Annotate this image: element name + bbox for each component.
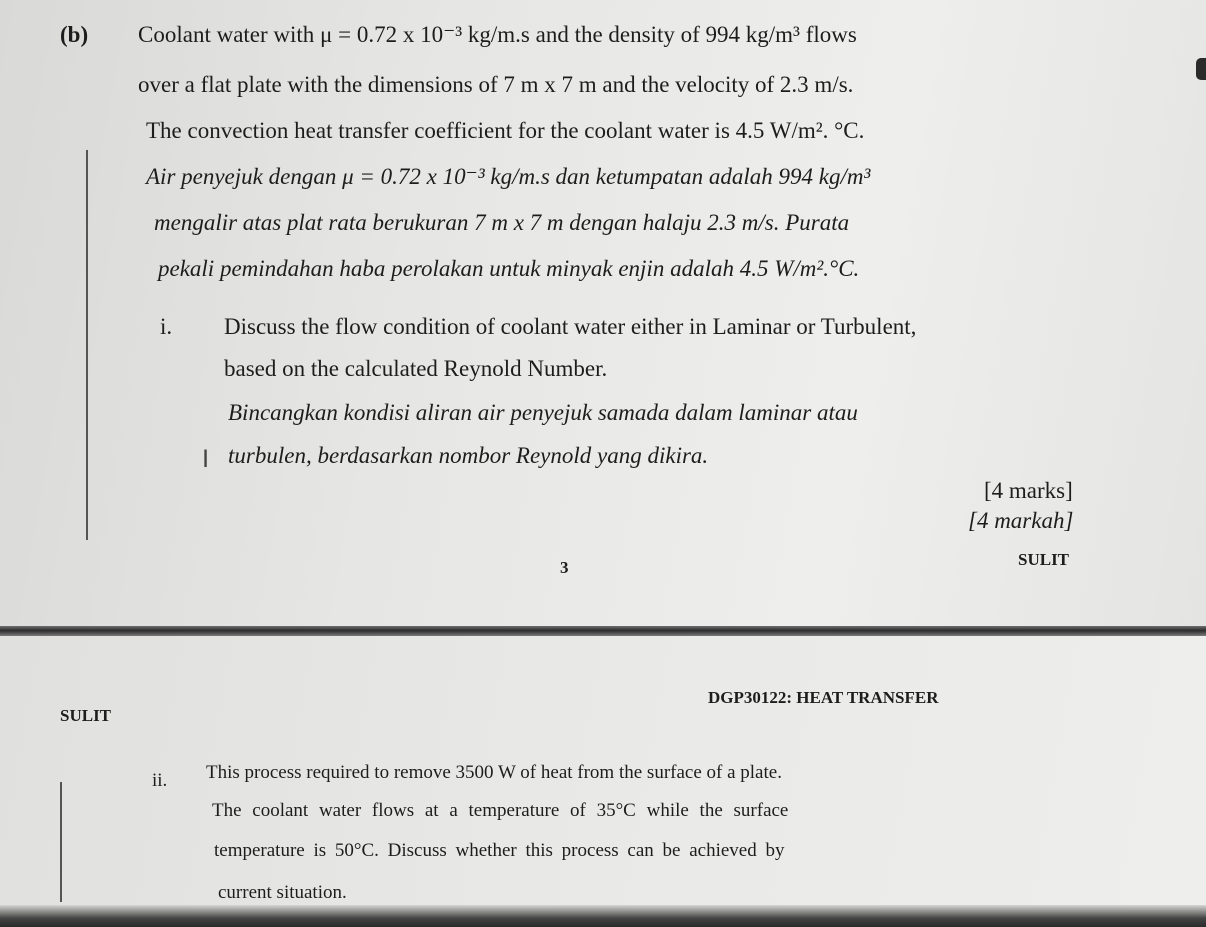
malay-line-2: mengalir atas plat rata berukuran 7 m x 7 m dengan halaju 2.3 m/s. Purata <box>154 210 850 235</box>
english-line-1: Coolant water with μ = 0.72 x 10⁻³ kg/m.s and the density of 994 kg/m³ flows <box>138 22 857 47</box>
question-ii-line-3: temperature is 50°C. Discuss whether this process can be achieved by <box>214 840 785 861</box>
part-label: (b) <box>60 22 89 47</box>
question-ii-line-2: The coolant water flows at a temperature of 35°C while the surface <box>212 800 789 821</box>
question-i-line-1: Discuss the flow condition of coolant water either in Laminar or Turbulent, <box>224 314 917 339</box>
question-i-number: i. <box>160 314 173 339</box>
left-margin-line-lower <box>60 782 62 902</box>
header-sulit: SULIT <box>60 706 112 725</box>
malay-line-1: Air penyejuk dengan μ = 0.72 x 10⁻³ kg/m.s dan ketumpatan adalah 994 kg/m³ <box>146 164 871 189</box>
marks-english: [4 marks] <box>984 478 1073 503</box>
question-ii-line-1: This process required to remove 3500 W of heat from the surface of a plate. <box>206 762 782 783</box>
question-ii-line-4: current situation. <box>218 882 347 903</box>
english-line-3: The convection heat transfer coefficient for the coolant water is 4.5 W/m². °C. <box>146 118 865 143</box>
question-i-line-2: based on the calculated Reynold Number. <box>224 356 608 381</box>
course-header: DGP30122: HEAT TRANSFER <box>708 688 939 707</box>
english-line-2: over a flat plate with the dimensions of 7 m x 7 m and the velocity of 2.3 m/s. <box>138 72 854 97</box>
question-ii-number: ii. <box>152 770 168 791</box>
question-i-malay-line-1: Bincangkan kondisi aliran air penyejuk samada dalam laminar atau <box>228 400 858 425</box>
binder-hole <box>1196 58 1206 80</box>
malay-line-3: pekali pemindahan haba perolakan untuk minyak enjin adalah 4.5 W/m².°C. <box>158 256 860 281</box>
marks-malay: [4 markah] <box>968 508 1074 533</box>
footer-sulit: SULIT <box>1018 550 1070 569</box>
page-number: 3 <box>560 558 569 577</box>
page-seam <box>0 626 1206 636</box>
question-i-malay-line-2: turbulen, berdasarkan nombor Reynold yang dikira. <box>228 443 709 468</box>
page-bottom-edge <box>0 905 1206 927</box>
text-cursor-icon: I <box>202 445 210 473</box>
left-margin-line <box>86 150 88 540</box>
